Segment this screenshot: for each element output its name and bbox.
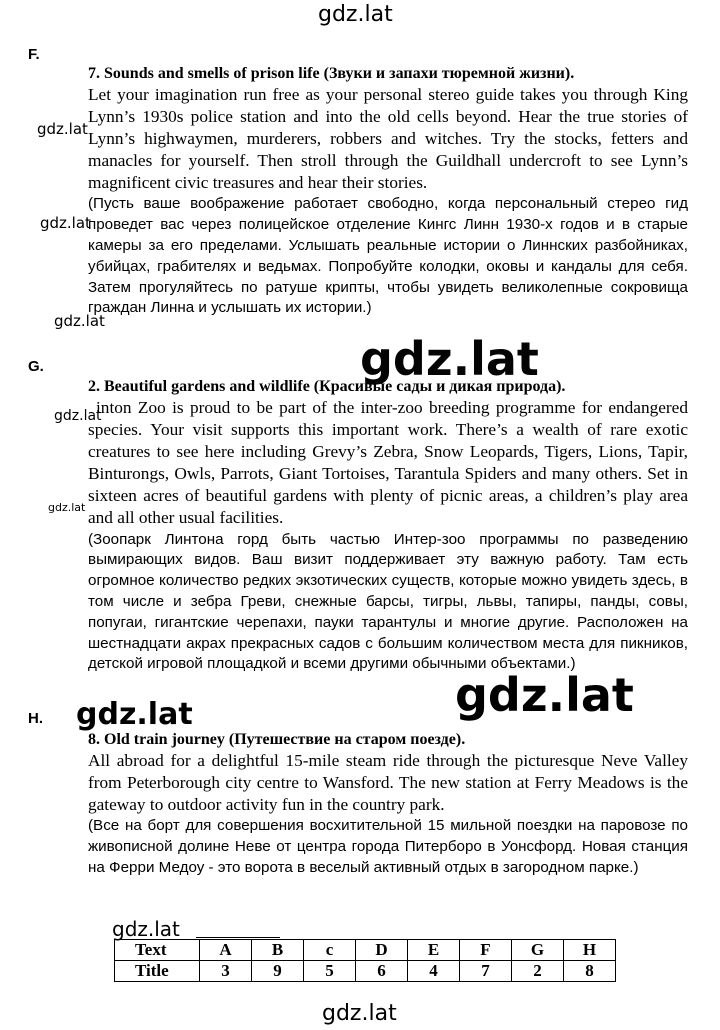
text-cell: D — [356, 940, 408, 961]
answer-table-row-text — [115, 940, 616, 961]
title-cell: 3 — [200, 961, 252, 982]
section-h-heading: 8. Old train journey (Путешествие на старом поезде). — [88, 731, 466, 748]
watermark-small: gdz.lat — [40, 214, 91, 232]
text-cell: c — [304, 940, 356, 961]
answer-table — [114, 939, 616, 982]
title-cell: 8 — [564, 961, 616, 982]
watermark-small: gdz.lat — [54, 312, 105, 330]
text-cell: A — [200, 940, 252, 961]
watermark-top: gdz.lat — [318, 2, 393, 27]
text-cell: B — [252, 940, 304, 961]
section-g — [88, 377, 688, 675]
section-letter-f: F. — [28, 46, 40, 63]
title-cell: 9 — [252, 961, 304, 982]
section-g-english-body: inton Zoo is proud to be part of the inter-zoo breeding programme for endangered species. Your visit supports this important work. There’s a wealth of rare exotic creatures to see here including Grevy’s Zebra, Snow Leopards, Tigers, Lions, Tapir, Binturongs, Owls, Parrots, Giant Tortoises, Tarantula Spiders and many others. Set in sixteen acres of beautiful gardens with plenty of picnic areas, a children’s play area and all other usual facilities. — [88, 398, 688, 528]
watermark-large: gdz.lat — [360, 332, 539, 386]
section-f-russian-translation: (Пусть ваше воображение работает свободно, когда персональный стерео гид проведет вас через полицейское отделение Кингс Линн 1930-х годов и в старые камеры за его пределами. Услышать реальные истории о Линнских разбойниках, убийцах, грабителях и ведьмах. Попробуйте колодки, оковы и кандалы для себя. Затем прогуляйтесь по ратуше крипты, чтобы увидеть великолепные сокровища граждан Линна и услышать их истории.) — [88, 195, 688, 317]
section-h-russian-translation: (Все на борт для совершения восхитительной 15 мильной поездки на паровозе по живописной долине Неве от центра города Питерборо в Уонсфорд. Новая станция на Ферри Медоу - это ворота в веселый активный отдых в загородном парке.) — [88, 817, 688, 876]
section-f-heading: 7. Sounds and smells of prison life (Звуки и запахи тюремной жизни). — [88, 65, 575, 82]
row-label-text: Text — [115, 940, 200, 961]
section-h — [88, 730, 688, 879]
watermark-large: gdz.lat — [455, 668, 634, 722]
watermark-small: gdz.lat — [54, 408, 102, 424]
section-f — [88, 64, 688, 319]
title-cell: 2 — [512, 961, 564, 982]
text-cell: G — [512, 940, 564, 961]
section-g-heading: 2. Beautiful gardens and wildlife (Красивые сады и дикая природа). — [88, 378, 566, 395]
section-letter-h: H. — [28, 710, 43, 727]
watermark-small: gdz.lat — [48, 501, 86, 514]
section-letter-g: G. — [28, 358, 44, 375]
text-cell: F — [460, 940, 512, 961]
watermark-medium: gdz.lat — [76, 697, 193, 732]
watermark-small: gdz.lat — [37, 120, 88, 138]
text-cell: H — [564, 940, 616, 961]
section-g-russian-translation: (Зоопарк Линтона горд быть частью Интер-зоо программы по разведению вымирающих видов. Ваш визит поддерживает эту важную работу. Там есть огромное количество редких экзотических существ, которые можно увидеть здесь, в том числе и зебра Греви, снежные барсы, тигры, львы, тапиры, панды, совы, попугаи, гигантские черепахи, пауки тарантулы и многие другие. Расположен на шестнадцати акрах прекрасных садов с большим количеством места для пикников, детской игровой площадкой и всеми другими обычными объектами.) — [88, 530, 688, 673]
section-g-english-text — [88, 397, 688, 530]
title-cell: 5 — [304, 961, 356, 982]
section-h-english-text: All abroad for a delightful 15-mile steam ride through the picturesque Neve Valley from Peterborough city centre to Wansford. The new station at Ferry Meadows is the gateway to outdoor activity fun in the country park. — [88, 751, 688, 815]
watermark-bottom: gdz.lat — [322, 1001, 397, 1026]
watermark-table: gdz.lat — [112, 917, 180, 941]
title-cell: 7 — [460, 961, 512, 982]
text-cell: E — [408, 940, 460, 961]
title-cell: 4 — [408, 961, 460, 982]
row-label-title: Title — [115, 961, 200, 982]
section-f-english-text: Let your imagination run free as your personal stereo guide takes you through King Lynn’s 1930s police station and into the old cells beyond. Hear the true stories of Lynn’s highwaymen, murderers, robbers and witches. Try the stocks, fetters and manacles for yourself. Then stroll through the Guildhall undercroft to see Lynn’s magnificent civic treasures and hear their stories. — [88, 85, 688, 193]
title-cell: 6 — [356, 961, 408, 982]
underline-divider — [196, 937, 280, 938]
answer-table-row-title — [115, 961, 616, 982]
